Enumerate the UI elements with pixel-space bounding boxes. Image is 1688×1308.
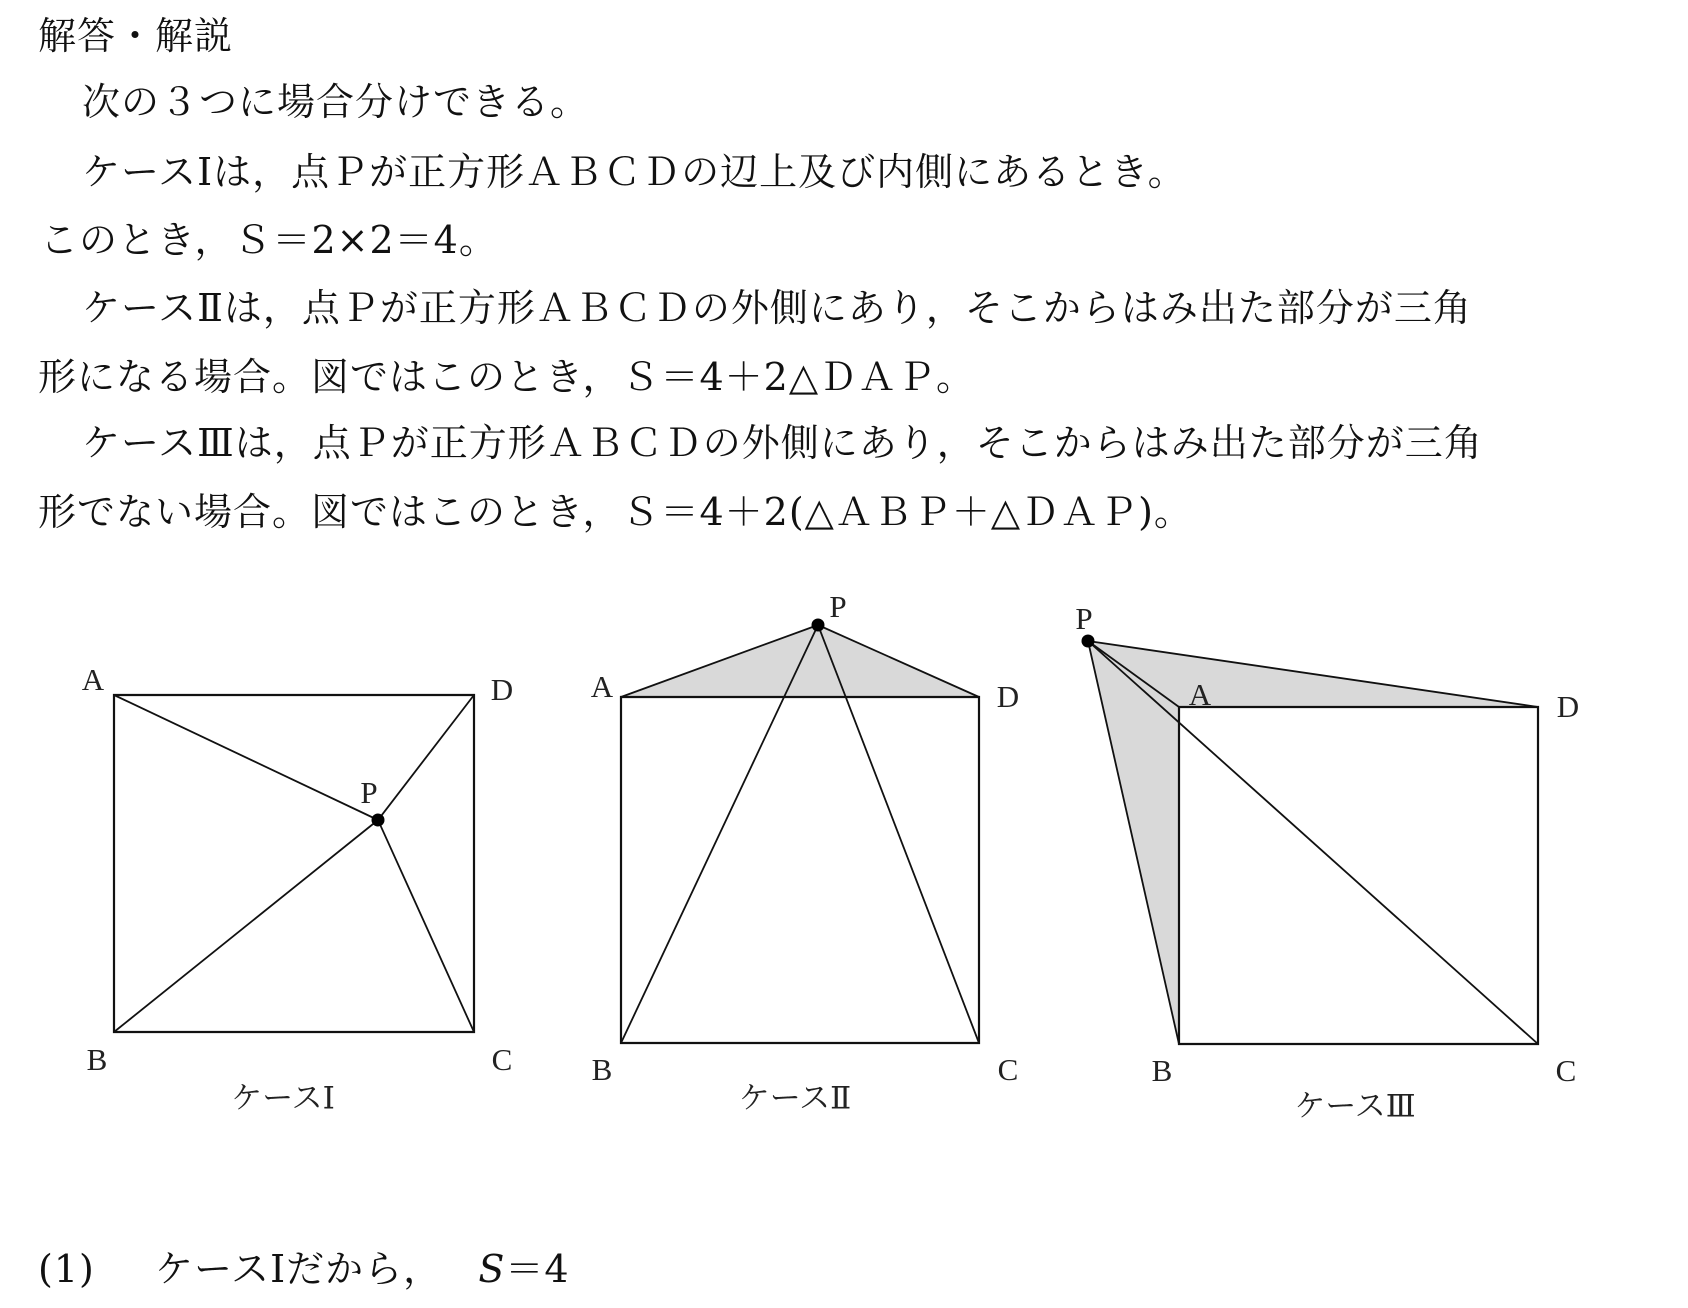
point-p-dot (812, 619, 825, 632)
answer-number: (1) (38, 1247, 95, 1291)
answer-result: ＝4 (505, 1247, 570, 1291)
vertex-label-b: B (1151, 1053, 1173, 1089)
diagram-case-2 (591, 589, 1019, 1116)
vertex-label-b: B (591, 1052, 613, 1088)
diagram-case-1 (82, 662, 513, 1116)
vertex-label-p: P (829, 589, 847, 625)
point-p-dot (1082, 635, 1095, 648)
vertex-label-a: A (590, 669, 614, 705)
square-abcd (621, 697, 979, 1043)
shaded-triangle (621, 625, 979, 697)
segment-pc (378, 820, 474, 1032)
square-abcd (1179, 707, 1538, 1044)
paragraph-line-1: 次の３つに場合分けできる。 (82, 80, 590, 124)
vertex-label-d: D (1556, 689, 1580, 725)
vertex-label-c: C (997, 1052, 1019, 1088)
vertex-label-c: C (1555, 1053, 1577, 1089)
vertex-label-c: C (491, 1042, 513, 1078)
vertex-label-b: B (86, 1042, 108, 1078)
vertex-label-a: A (81, 662, 105, 698)
diagram-caption: ケースⅢ (1294, 1088, 1416, 1125)
section-heading: 解答・解説 (38, 14, 234, 58)
diagram-caption: ケースⅡ (738, 1080, 852, 1117)
vertex-label-p: P (1075, 601, 1093, 637)
paragraph-line-2: ケースⅠは，点Ｐが正方形ＡＢＣＤの辺上及び内側にあるとき。 (82, 150, 1187, 194)
vertex-label-p: P (360, 775, 378, 811)
segment-pa (114, 695, 378, 820)
vertex-label-a: A (1188, 677, 1212, 713)
paragraph-line-4: ケースⅡは，点Ｐが正方形ＡＢＣＤの外側にあり，そこからはみ出た部分が三角 (82, 286, 1472, 330)
point-p-dot (372, 814, 385, 827)
segment-pb (114, 820, 378, 1032)
vertex-label-d: D (490, 672, 514, 708)
paragraph-line-5: 形になる場合。図ではこのとき，Ｓ＝4＋2△ＤＡＰ。 (38, 355, 976, 399)
answer-line (38, 1247, 570, 1291)
segment-pd (378, 695, 474, 820)
diagram-case-3 (1075, 601, 1579, 1124)
answer-variable: S (478, 1247, 506, 1291)
square-abcd (114, 695, 474, 1032)
diagram-caption: ケースⅠ (231, 1080, 335, 1117)
paragraph-line-7: 形でない場合。図ではこのとき，Ｓ＝4＋2(△ＡＢＰ＋△ＤＡＰ)。 (38, 490, 1193, 534)
answer-text: ケースⅠだから， (155, 1247, 443, 1291)
paragraph-line-3: このとき，Ｓ＝2×2＝4。 (40, 218, 498, 262)
paragraph-line-6: ケースⅢは，点Ｐが正方形ＡＢＣＤの外側にあり，そこからはみ出た部分が三角 (82, 421, 1483, 465)
vertex-label-d: D (996, 679, 1020, 715)
